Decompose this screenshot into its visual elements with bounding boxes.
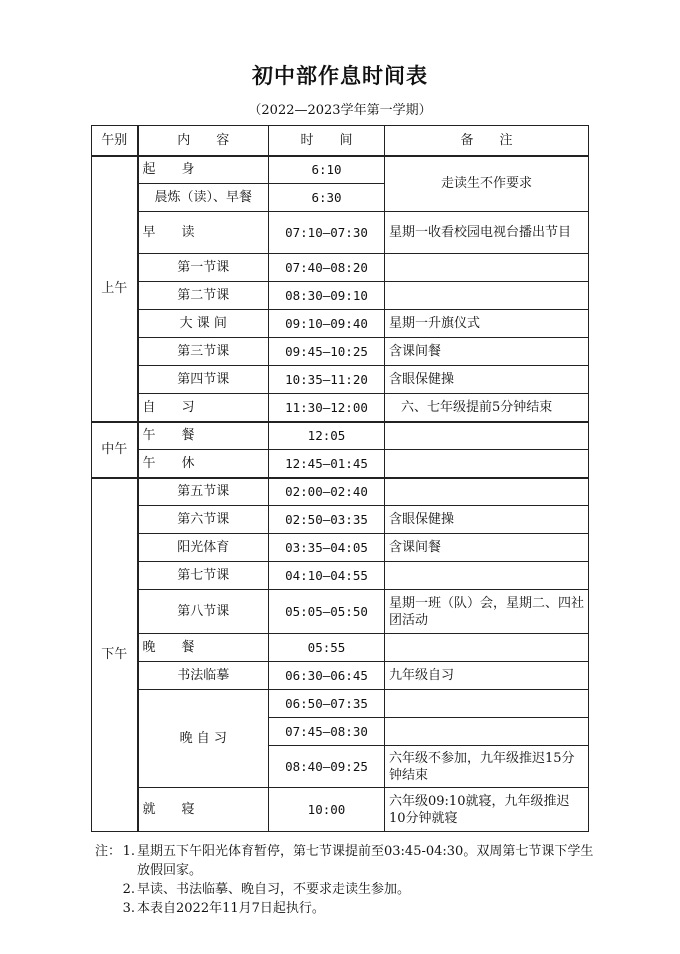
table-row [92,156,589,184]
table-row [92,254,589,282]
note-cell: 走读生不作要求 [385,156,589,212]
header-time: 时 间 [269,126,385,156]
note-cell: 星期一升旗仪式 [385,310,589,338]
time-cell: 05:55 [269,634,385,662]
section-noon: 中午 [92,422,138,478]
footnote-text: 星期五下午阳光体育暂停，第七节课提前至03:45-04:30。双周第七节课下学生放假回家。 [137,844,594,878]
table-row [92,634,589,662]
table-row [92,506,589,534]
note-cell [385,282,589,310]
content-cell: 第一节课 [138,254,269,282]
time-cell: 11:30—12:00 [269,394,385,422]
time-cell: 02:00—02:40 [269,478,385,506]
time-cell: 03:35—04:05 [269,534,385,562]
time-cell: 06:30—06:45 [269,662,385,690]
time-cell: 10:35—11:20 [269,366,385,394]
note-cell [385,422,589,450]
time-cell: 6:10 [269,156,385,184]
time-cell: 08:40—09:25 [269,746,385,788]
section-afternoon: 下午 [92,478,138,832]
footnote-item [95,880,595,899]
content-cell: 书法临摹 [138,662,269,690]
time-cell: 09:10—09:40 [269,310,385,338]
header-section: 午别 [92,126,138,156]
time-cell: 07:45—08:30 [269,718,385,746]
time-cell: 05:05—05:50 [269,590,385,634]
note-cell: 含课间餐 [385,338,589,366]
table-row [92,212,589,254]
footnote-text: 本表自2022年11月7日起执行。 [137,901,325,916]
time-cell: 02:50—03:35 [269,506,385,534]
page-subtitle: （2022—2023学年第一学期） [248,103,432,118]
table-row [92,338,589,366]
section-morning: 上午 [92,156,138,422]
content-cell: 就 寝 [138,788,269,832]
table-row [92,422,589,450]
page-title: 初中部作息时间表 [252,64,428,88]
content-cell: 第七节课 [138,562,269,590]
content-cell: 晚 自 习 [138,690,269,788]
header-note: 备 注 [385,126,589,156]
table-row [92,662,589,690]
note-cell [385,450,589,478]
table-row [92,590,589,634]
content-cell: 大 课 间 [138,310,269,338]
content-cell: 午 餐 [138,422,269,450]
content-cell: 早 读 [138,212,269,254]
table-row [92,450,589,478]
table-row [92,310,589,338]
footnote-number: 2. [122,882,135,897]
content-cell: 自 习 [138,394,269,422]
time-cell: 07:10—07:30 [269,212,385,254]
note-cell: 含眼保健操 [385,506,589,534]
content-cell: 第五节课 [138,478,269,506]
table-row [92,394,589,422]
time-cell: 06:50—07:35 [269,690,385,718]
content-cell: 第二节课 [138,282,269,310]
time-cell: 04:10—04:55 [269,562,385,590]
table-row [92,534,589,562]
note-cell: 九年级自习 [385,662,589,690]
footnote-text: 早读、书法临摹、晚自习，不要求走读生参加。 [137,882,411,897]
time-cell: 07:40—08:20 [269,254,385,282]
note-cell [385,478,589,506]
footnote-item [95,842,595,880]
note-cell [385,718,589,746]
time-cell: 08:30—09:10 [269,282,385,310]
content-cell: 午 休 [138,450,269,478]
table-row [92,788,589,832]
table-row [92,562,589,590]
content-cell: 第四节课 [138,366,269,394]
content-cell: 晨炼（读）、早餐 [138,184,269,212]
footnote-label: 注： [95,844,122,859]
note-cell: 含眼保健操 [385,366,589,394]
header-content: 内 容 [138,126,269,156]
table-row [92,690,589,718]
footnote-item [95,899,595,918]
content-cell: 阳光体育 [138,534,269,562]
note-cell: 含课间餐 [385,534,589,562]
schedule-table [91,125,589,832]
note-cell [385,634,589,662]
time-cell: 12:45—01:45 [269,450,385,478]
note-cell [385,690,589,718]
footnote-number: 3. [122,901,135,916]
footnotes [95,842,595,918]
header-row [92,126,589,156]
note-cell: 六、七年级提前5分钟结束 [385,394,589,422]
time-cell: 6:30 [269,184,385,212]
table-row [92,366,589,394]
table-row [92,478,589,506]
content-cell: 起 身 [138,156,269,184]
content-cell: 第六节课 [138,506,269,534]
table-row [92,282,589,310]
note-cell: 六年级09:10就寝，九年级推迟10分钟就寝 [385,788,589,832]
note-cell [385,254,589,282]
content-cell: 第三节课 [138,338,269,366]
note-cell: 星期一班（队）会，星期二、四社团活动 [385,590,589,634]
time-cell: 09:45—10:25 [269,338,385,366]
footnote-number: 1. [122,844,135,859]
note-cell: 六年级不参加，九年级推迟15分钟结束 [385,746,589,788]
time-cell: 10:00 [269,788,385,832]
note-cell [385,562,589,590]
note-cell: 星期一收看校园电视台播出节目 [385,212,589,254]
content-cell: 第八节课 [138,590,269,634]
time-cell: 12:05 [269,422,385,450]
content-cell: 晚 餐 [138,634,269,662]
